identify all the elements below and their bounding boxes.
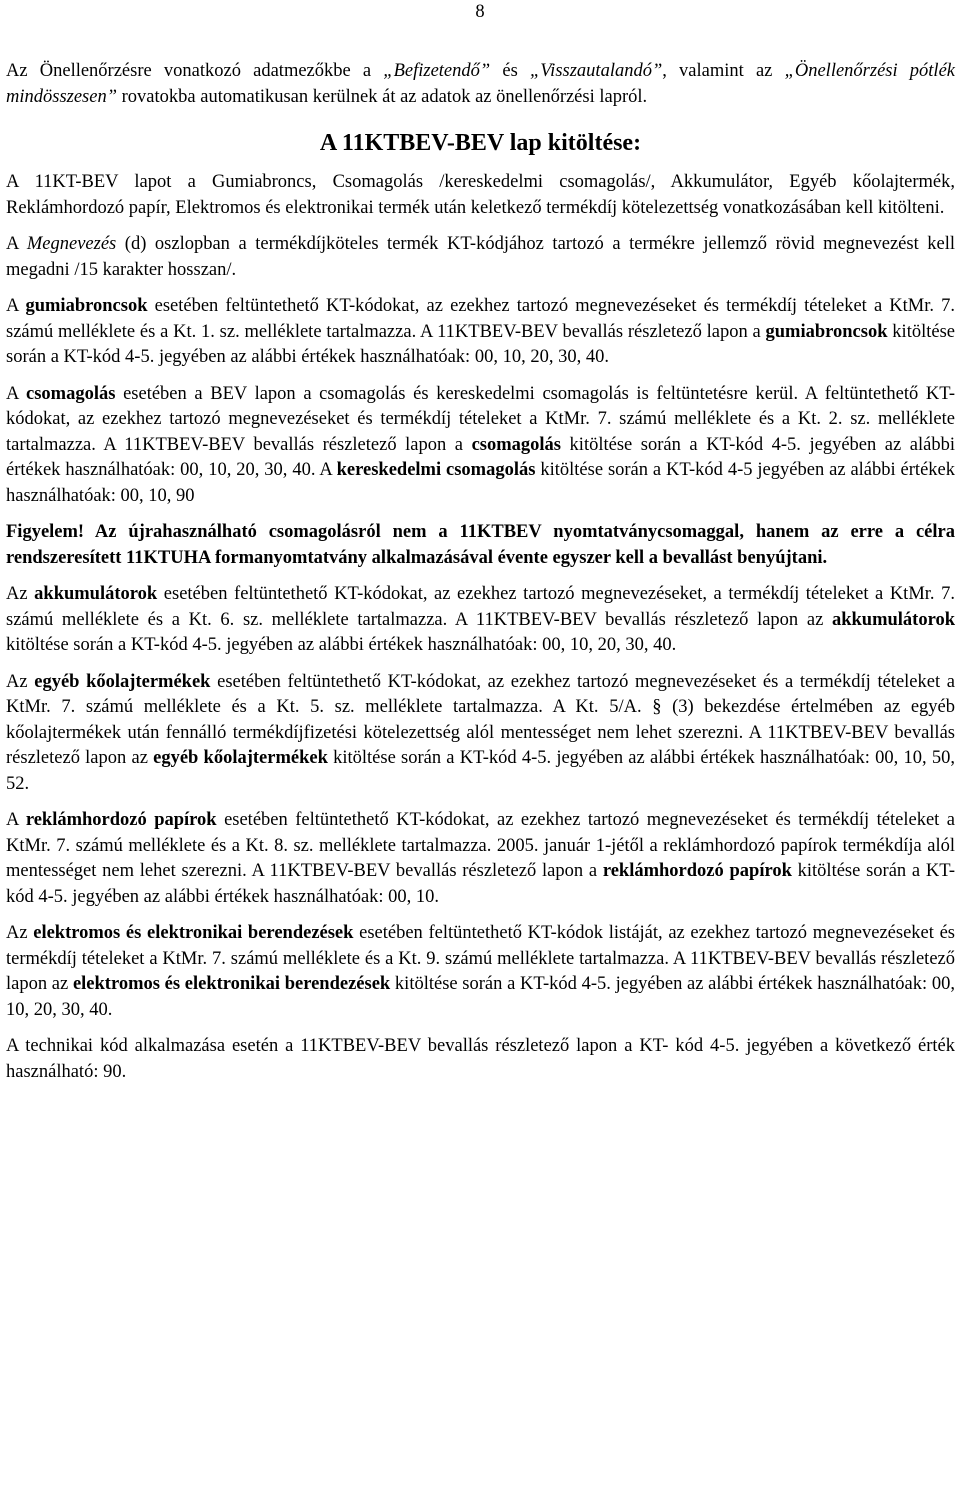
paragraph-megnevezes bbox=[6, 232, 955, 283]
paragraph-gumiabroncsok bbox=[6, 294, 955, 371]
intro-paragraph bbox=[6, 59, 955, 110]
field-visszautalando: „Visszautalandó” bbox=[529, 61, 663, 81]
paragraph-scope: A 11KT-BEV lapot a Gumiabroncs, Csomagolás /kereskedelmi csomagolás/, Akkumulátor, Egyéb kőolajtermék, Reklámhordozó papír, Elektromos és elektronikai termék után keletkező termékdíj kötelezettség vonatkozásában kell kitölteni. bbox=[6, 172, 955, 218]
p3-text-1: A bbox=[6, 296, 26, 316]
p5-text-1: Az bbox=[6, 584, 35, 604]
field-onellenorzesi-potlek: „Önellenőrzési pótlék mindösszesen” bbox=[6, 61, 955, 107]
page-number: 8 bbox=[475, 2, 485, 22]
p8-bold-2: elektromos és elektronikai berendezések bbox=[72, 974, 391, 994]
p4-text-2: esetében a BEV lapon a csomagolás és kereskedelmi csomagolás is feltüntetésre kerül. A feltüntethető KT-kódokat, az ezekhez tartozó megnevezéseket és termékdíj tételeket a KtMr. 7. számú melléklete és a Kt. 2. sz. melléklete tartalmazza. A 11KTBEV-BEV bevallás részletező lapon a bbox=[6, 383, 956, 455]
p2-text-2: (d) oszlopban a termékdíjköteles termék KT-kódjához tartozó a termékre jellemző rövid megnevezést kell megadni /15 karakter hosszan/. bbox=[6, 234, 956, 280]
section-heading: A 11KTBEV-BEV lap kitöltése: bbox=[319, 130, 642, 156]
p7-bold-2: reklámhordozó papírok bbox=[602, 861, 792, 881]
paragraph-akkumulatorok bbox=[6, 582, 955, 659]
p4-bold-3: kereskedelmi csomagolás bbox=[336, 460, 536, 480]
paragraph-reklamhordozo bbox=[6, 808, 955, 910]
p7-text-2: esetében feltüntethető KT-kódokat, az ezekhez tartozó megnevezéseket és termékdíj tételeket a KtMr. 7. számú melléklete és a Kt. 8. sz. melléklete tartalmazza. 2005. január 1-jétől a reklámhordozó papírok termékdíja alól mentességet nem lehet szerezni. A 11KTBEV-BEV bevallás részletező lapon a bbox=[6, 810, 955, 881]
p8-text-2: esetében feltüntethető KT-kódok listáját, az ezekhez tartozó megnevezéseket és termékdíj tételeket a KtMr. 7. számú melléklete és a Kt. 9. számú melléklete tartalmazza. A 11KTBEV-BEV bevallás részletező lapon az bbox=[6, 923, 955, 994]
p8-bold-1: elektromos és elektronikai berendezések bbox=[33, 923, 354, 943]
intro-text-1: Az Önellenőrzésre vonatkozó adatmezőkbe a bbox=[6, 61, 384, 81]
p3-bold-2: gumiabroncsok bbox=[765, 321, 888, 342]
p7-text-1: A bbox=[6, 810, 26, 830]
intro-text-4: rovatokba automatikusan kerülnek át az adatok az önellenőrzési lapról. bbox=[117, 86, 648, 107]
p7-text-3: kitöltése során a KT-kód 4-5. jegyében az alábbi értékek használhatóak: 00, 10. bbox=[6, 861, 956, 907]
p6-bold-1: egyéb kőolajtermékek bbox=[34, 671, 211, 692]
p3-text-2: esetében feltüntethető KT-kódokat, az ezekhez tartozó megnevezéseket és termékdíj tételeket a KtMr. 7. számú melléklete és a Kt. 1. sz. melléklete tartalmazza. A 11KTBEV-BEV bevallás részletező lapon a bbox=[6, 296, 956, 342]
intro-text-3: , valamint az bbox=[662, 61, 785, 81]
p4-text-1: A bbox=[6, 383, 26, 404]
paragraph-koolajtermekek bbox=[6, 670, 955, 798]
p7-bold-1: reklámhordozó papírok bbox=[25, 810, 217, 830]
p6-text-3: kitöltése során a KT-kód 4-5. jegyében az alábbi értékek használhatóak: 00, 10, 50, 52. bbox=[6, 748, 955, 794]
p4-bold-2: csomagolás bbox=[471, 434, 561, 455]
p4-bold-1: csomagolás bbox=[26, 383, 116, 404]
p4-text-3: kitöltése során a KT-kód 4-5. jegyében az alábbi értékek használhatóak: 00, 10, 20, 30, 40. A bbox=[6, 434, 955, 480]
warning-text: Figyelem! Az újrahasználható csomagolásról nem a 11KTBEV nyomtatványcsomaggal, hanem az erre a célra rendszeresített 11KTUHA formanyomtatvány alkalmazásával évente egyszer kell a bevallást benyújtani. bbox=[6, 522, 955, 568]
p8-text-3: kitöltése során a KT-kód 4-5. jegyében az alábbi értékek használhatóak: 00, 10, 20, 30, 40. bbox=[6, 974, 955, 1020]
paragraph-elektromos bbox=[6, 921, 955, 1023]
paragraph-csomagolas bbox=[6, 382, 955, 510]
paragraph-technikai-kod: A technikai kód alkalmazása esetén a 11KTBEV-BEV bevallás részletező lapon a KT- kód 4-5. jegyében a következő érték használható: 90. bbox=[6, 1036, 955, 1082]
p3-bold-1: gumiabroncsok bbox=[25, 296, 148, 316]
p6-text-2: esetében feltüntethető KT-kódokat, az ezekhez tartozó megnevezéseket és a termékdíj tételeket a KtMr. 7. számú melléklete és a Kt. 5. sz. melléklete tartalmazza. A Kt. 5/A. § (3) bekezdése értelmében az egyéb kőolajtermékek után fennálló termékdíjfizetési kötelezettség alól mentességet nem lehet szerezni. A 11KTBEV-BEV bevallás részletező lapon az bbox=[6, 671, 955, 768]
p6-bold-2: egyéb kőolajtermékek bbox=[153, 748, 328, 768]
p2-text-1: A bbox=[6, 234, 27, 254]
p3-text-3: kitöltése során a KT-kód 4-5. jegyében az alábbi értékek használhatóak: 00, 10, 20, 30, 40. bbox=[6, 321, 955, 367]
p8-text-1: Az bbox=[6, 923, 34, 943]
p5-text-2: esetében feltüntethető KT-kódokat, az ezekhez tartozó megnevezéseket, a termékdíj tételeket a KtMr. 7. számú melléklete és a Kt. 6. sz. melléklete tartalmazza. A 11KTBEV-BEV bevallás részletező lapon az bbox=[6, 584, 955, 630]
p5-bold-1: akkumulátorok bbox=[34, 584, 158, 604]
p4-text-4: kitöltése során a KT-kód 4-5 jegyében az alábbi értékek használhatóak: 00, 10, 90 bbox=[6, 460, 955, 506]
intro-text-2: és bbox=[490, 61, 530, 81]
paragraph-warning bbox=[6, 520, 955, 571]
field-befizetendo: „Befizetendő” bbox=[383, 61, 491, 81]
p6-text-1: Az bbox=[6, 671, 35, 692]
p2-megnevezes-term: Megnevezés bbox=[26, 234, 117, 254]
p5-bold-2: akkumulátorok bbox=[831, 609, 955, 630]
p5-text-3: kitöltése során a KT-kód 4-5. jegyében az alábbi értékek használhatóak: 00, 10, 20, 30, 40. bbox=[6, 635, 677, 655]
page-content bbox=[6, 59, 955, 1096]
